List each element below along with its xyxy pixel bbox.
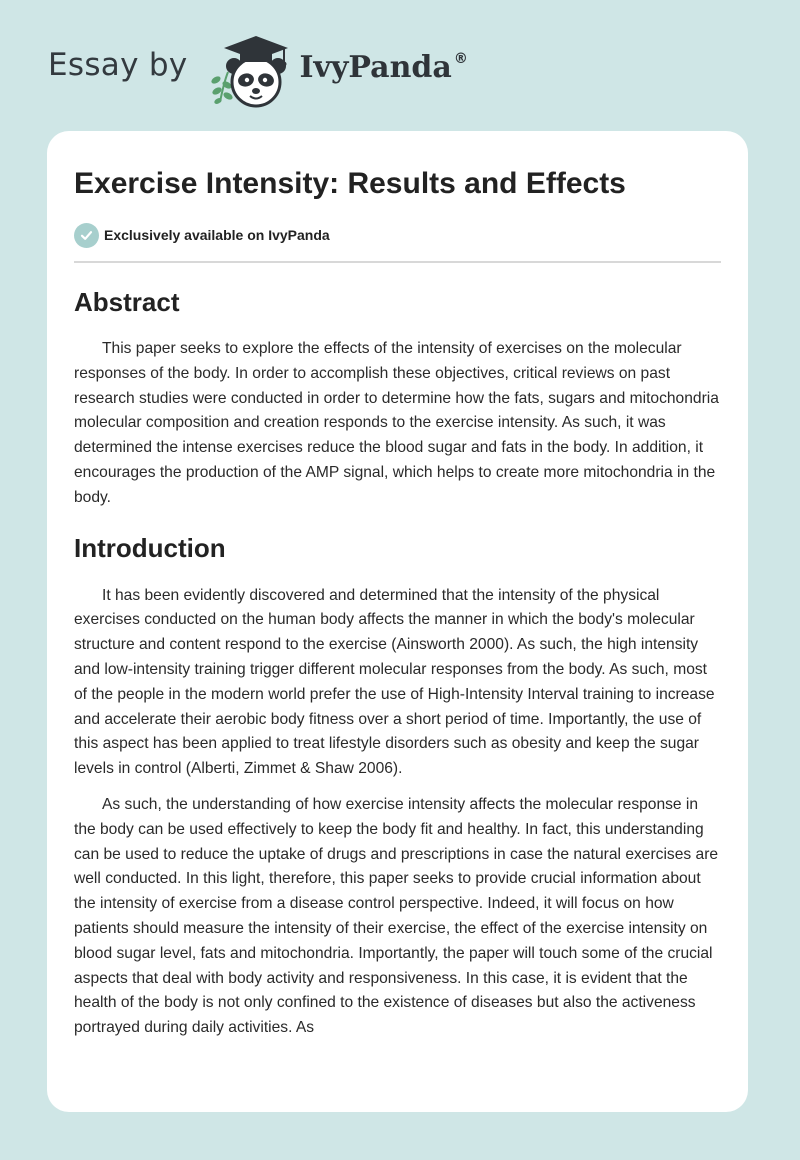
exclusive-label: Exclusively available on IvyPanda — [104, 227, 330, 243]
page-title: Exercise Intensity: Results and Effects — [74, 167, 626, 200]
check-icon — [74, 223, 99, 248]
site-header — [48, 30, 468, 110]
introduction-paragraph-1: It has been evidently discovered and determined that the intensity of the physical exercises conducted on the human body affects the manner in which the body's molecular structure and content respond to the exercise (Ainsworth 2000). As such, the high intensity and low-intensity training trigger different molecular responses from the body. As such, most of the people in the modern world prefer the use of High-Intensity Interval training to increase and accelerate their aerobic body fitness over a short period of time. Importantly, the use of this aspect has been applied to treat lifestyle disorders such as obesity and keep the sugar levels in control (Alberti, Zimmet & Shaw 2006). — [74, 586, 715, 778]
essay-card — [47, 131, 748, 1112]
exclusive-badge — [74, 222, 721, 248]
brand-name[interactable]: IvyPanda ® — [299, 49, 468, 85]
abstract-paragraph: This paper seeks to explore the effects of the intensity of exercises on the molecular responses of the body. In order to accomplish these objectives, critical reviews on past research studies were conducted in order to determine how the fats, sugars and mitochondria molecular composition and creation responds to the exercise intensity. As such, it was determined the intense exercises reduce the blood sugar and fats in the body. In addition, it encourages the production of the AMP signal, which helps to create more mitochondria in the body. — [74, 340, 719, 506]
registered-mark: ® — [453, 50, 468, 67]
panda-graduate-icon[interactable] — [204, 30, 296, 110]
section-heading-introduction: Introduction — [74, 532, 226, 563]
essay-by-label: Essay by — [48, 47, 188, 83]
divider — [74, 261, 721, 263]
introduction-paragraph-2: As such, the understanding of how exercise intensity affects the molecular response in the body can be used effectively to keep the body fit and healthy. In fact, this understanding can be used to reduce the uptake of drugs and prescriptions in case the natural exercises are well conducted. In this light, therefore, this paper seeks to provide crucial information about the intensity of exercise from a disease control perspective. Indeed, it will focus on how patients should measure the intensity of their exercise, the effect of the exercise intensity on blood sugar level, fats and mitochondria. Importantly, the paper will touch some of the crucial aspects that deal with body activity and responsiveness. In this case, it is evident that the health of the body is not only confined to the existence of diseases but also the activeness portrayed during daily activities. As — [74, 795, 719, 1037]
section-heading-abstract: Abstract — [74, 287, 180, 317]
